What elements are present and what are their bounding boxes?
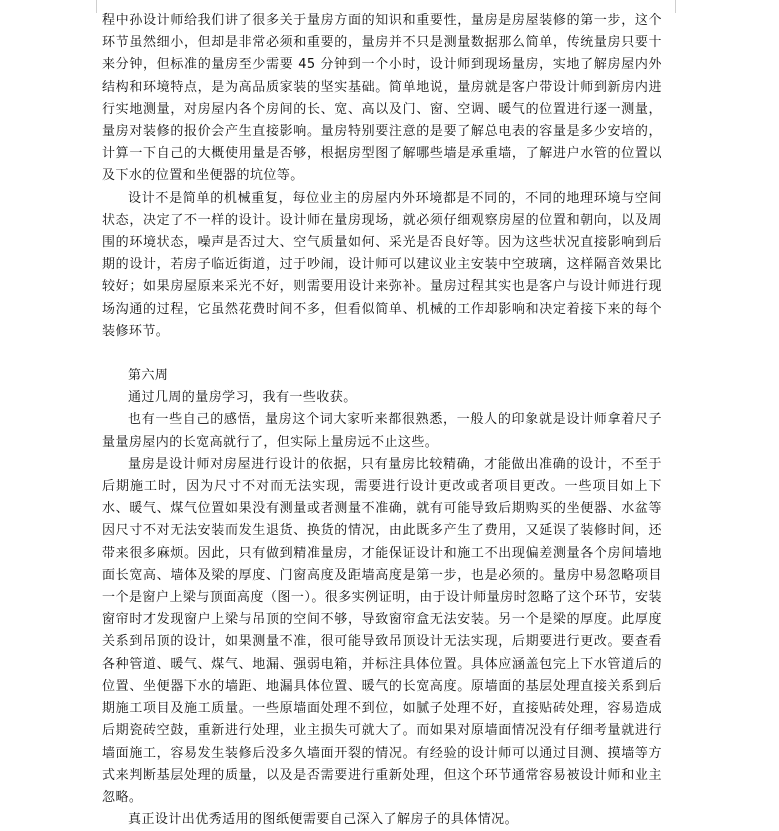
paragraph-gains: 通过几周的量房学习，我有一些收获。 [128, 390, 357, 406]
paragraph-conclusion: 真正设计出优秀适用的图纸便需要自己深入了解房子的具体情况。 [128, 812, 519, 828]
paragraph-reflection: 也有一些自己的感悟，量房这个词大家听来都很熟悉，一般人的印象就是设计师拿着尺子量量房屋内的长宽高就行了，但实际上量房远不止这些。 [102, 412, 662, 450]
paragraph-design-environment: 设计不是简单的机械重复，每位业主的房屋内外环境都是不同的，不同的地理环境与空间状态，决定了不一样的设计。设计师在量房现场，就必须仔细观察房屋的位置和朝向，以及周围的环境状态，噪声是否过大、空气质量如何、采光是否良好等。因为这些状况直接影响到后期的设计，若房子临近街道，过于吵闹，设计师可以建议业主安装中空玻璃，这样隔音效果比较好；如果房屋原来采光不好，则需要用设计来弥补。量房过程其实也是客户与设计师进行现场沟通的过程，它虽然花费时间不多，但看似简单、机械的工作却影响和决定着接下来的每个装修环节。 [102, 190, 662, 339]
crop-mark-left [96, 0, 97, 13]
crop-mark-right [675, 0, 676, 13]
paragraph-measurement-basis: 量房是设计师对房屋进行设计的依据，只有量房比较精确，才能做出准确的设计，不至于后期施工时，因为尺寸不对而无法实现，需要进行设计更改或者项目更改。一些项目如上下水、暖气、煤气位置如果没有测量或者测量不准确，就有可能导致后期购买的坐便器、水盆等因尺寸不对无法安装而发生退货、换货的情况，由此既多产生了费用，又延误了装修时间，还带来很多麻烦。因此，只有做到精准量房，才能保证设计和施工不出现偏差测量各个房间墙地面长宽高、墙体及梁的厚度、门窗高度及距墙高度是第一步，也是必须的。量房中易忽略项目一个是窗户上梁与顶面高度（图一）。很多实例证明，由于设计师量房时忽略了这个环节，安装窗帘时才发现窗户上梁与吊顶的空间不够，导致窗帘盒无法安装。另一个是梁的厚度。此厚度关系到吊顶的设计，如果测量不准，很可能导致吊顶设计无法实现，后期要进行更改。要查看各种管道、暖气、煤气、地漏、强弱电箱，并标注具体位置。具体应涵盖包完上下水管道后的位置、坐便器下水的墙距、地漏具体位置、暖气的长宽高度。原墙面的基层处理直接关系到后期施工项目及施工质量。一些原墙面处理不到位，如腻子处理不好，直接贴砖处理，容易造成后期瓷砖空鼓，重新进行处理，业主损失可就大了。而如果对原墙面情况没有仔细考量就进行墙面施工，容易发生装修后没多久墙面开裂的情况。有经验的设计师可以通过目测、摸墙等方式来判断基层处理的质量，以及是否需要进行重新处理，但这个环节通常容易被设计师和业主忽略。 [102, 456, 662, 805]
document-body [102, 10, 662, 831]
paragraph-spacer [102, 343, 662, 365]
paragraph-measurement-intro: 程中孙设计师给我们讲了很多关于量房方面的知识和重要性，量房是房屋装修的第一步，这个环节虽然细小，但却是非常必须和重要的，量房并不只是测量数据那么简单，传统量房只要十来分钟，但标准的量房至少需要 45 分钟到一个小时，设计师到现场量房，实地了解房屋内外结构和环境特点，是为高品质家装的坚实基础。简单地说，量房就是客户带设计师到新房内进行实地测量，对房屋内各个房间的长、宽、高以及门、窗、空调、暖气的位置进行逐一测量，量房对装修的报价会产生直接影响。量房特别要注意的是要了解总电表的容量是多少安培的，计算一下自己的大概使用量是否够，根据房型图了解哪些墙是承重墙，了解进户水管的位置以及下水的位置和坐便器的坑位等。 [102, 13, 662, 184]
section-heading: 第六周 [128, 368, 169, 384]
